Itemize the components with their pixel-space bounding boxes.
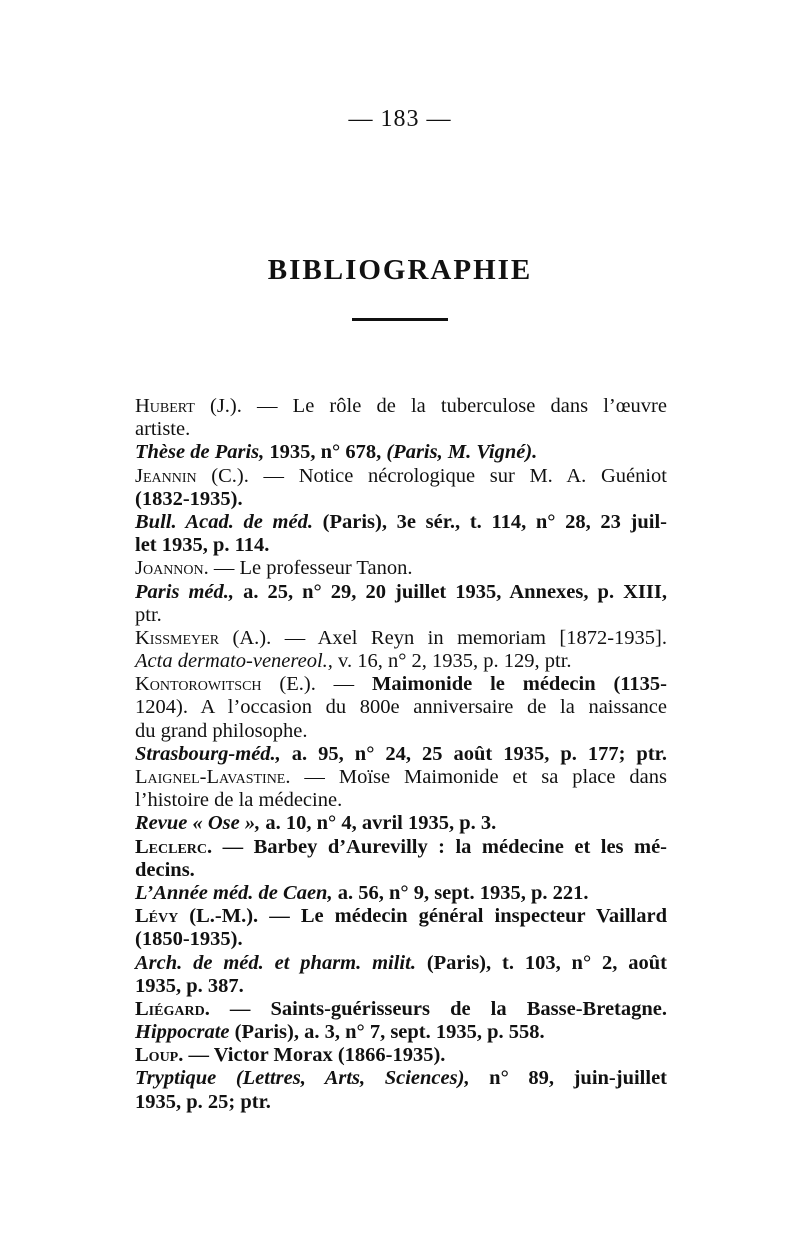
entry-title: Notice nécrologique sur M. A. Guéniot	[284, 464, 667, 487]
entry-line: 1935, p. 25; ptr.	[135, 1090, 271, 1113]
entry-line: 1935, p. 387.	[135, 974, 244, 997]
bibliography-entry	[135, 557, 667, 627]
bibliography-list	[135, 395, 667, 1114]
entry-author: Liégard	[135, 997, 205, 1020]
entry-author: Lévy	[135, 905, 179, 928]
entry-author: Jeannin	[135, 464, 197, 487]
entry-reference: a. 95, n° 24, 25 août 1935, p. 177; ptr.	[280, 742, 667, 765]
entry-initials: . —	[204, 997, 251, 1020]
entry-initials: . —	[203, 557, 235, 580]
entry-line: l’histoire de la médecine.	[135, 789, 343, 812]
entry-initials: (A.). —	[219, 626, 306, 649]
entry-journal: Revue « Ose »,	[135, 812, 261, 835]
entry-author: Kissmeyer	[135, 626, 220, 649]
entry-journal: Arch. de méd. et pharm. milit.	[135, 951, 416, 974]
page-title: BIBLIOGRAPHIE	[267, 254, 533, 286]
entry-journal: L’Année méd. de Caen,	[135, 881, 333, 904]
entry-journal: Thèse de Paris,	[135, 441, 265, 464]
bibliography-entry	[135, 998, 667, 1044]
entry-journal: Strasbourg-méd.,	[135, 742, 281, 765]
entry-journal: Hippocrate	[135, 1021, 230, 1044]
bibliography-entry	[135, 836, 667, 906]
entry-reference: (Paris), 3e sér., t. 114, n° 28, 23 juil-	[312, 510, 667, 533]
entry-author: Joannon	[135, 557, 204, 580]
entry-journal: Paris méd.,	[135, 580, 235, 603]
entry-reference: a. 10, n° 4, avril 1935, p. 3.	[260, 812, 497, 835]
entry-initials: (J.). —	[194, 395, 278, 417]
entry-line: (1850-1935).	[135, 928, 243, 951]
page-number: — 183 —	[348, 106, 452, 132]
entry-title: Moïse Maimonide et sa place dans	[324, 766, 667, 788]
entry-title: Barbey d’Aurevilly : la médecine et les mé-	[243, 835, 668, 858]
entry-line: ptr.	[135, 603, 162, 626]
bibliography-entry	[135, 1044, 667, 1114]
bibliography-entry	[135, 627, 667, 673]
entry-title: Saints-guérisseurs de la Basse-Bretagne.	[250, 997, 667, 1020]
entry-author: Laignel-Lavastine	[135, 766, 286, 788]
entry-reference: a. 56, n° 9, sept. 1935, p. 221.	[332, 881, 589, 904]
bibliography-entry	[135, 395, 667, 465]
bibliography-entry	[135, 465, 667, 558]
entry-reference: a. 25, n° 29, 20 juillet 1935, Annexes, p. XIII,	[234, 580, 667, 603]
entry-initials: . —	[207, 835, 244, 858]
entry-author: Kontorowitsch	[135, 673, 262, 696]
entry-title: Maimonide le médecin (1135-	[354, 673, 667, 696]
entry-reference: v. 16, n° 2, 1935, p. 129, ptr.	[332, 650, 572, 673]
title-rule	[352, 318, 448, 321]
entry-reference: 1935, n° 678,	[264, 441, 387, 464]
entry-line: 1204). A l’occasion du 800e anniversaire de la naissance	[135, 696, 667, 719]
bibliography-entry	[135, 905, 667, 998]
entry-title: Le professeur Tanon.	[234, 557, 413, 580]
entry-line: let 1935, p. 114.	[135, 534, 270, 557]
entry-title: Victor Morax (1866-1935).	[208, 1044, 446, 1067]
entry-initials: . —	[285, 766, 325, 788]
entry-line: decins.	[135, 858, 195, 881]
entry-journal: Bull. Acad. de méd.	[135, 510, 313, 533]
entry-title: Le médecin général inspecteur Vaillard	[289, 905, 667, 928]
entry-publisher: (Paris, M. Vigné).	[386, 441, 538, 464]
entry-line: (1832-1935).	[135, 487, 243, 510]
entry-author: Hubert	[135, 395, 195, 417]
entry-reference: n° 89, juin-juillet	[469, 1067, 667, 1090]
entry-line: du grand philosophe.	[135, 719, 308, 742]
entry-reference: (Paris), a. 3, n° 7, sept. 1935, p. 558.	[229, 1021, 545, 1044]
entry-journal: Acta dermato-venereol.,	[135, 650, 333, 673]
bibliography-entry	[135, 673, 667, 766]
entry-initials: (L.-M.). —	[178, 905, 290, 928]
entry-initials: . —	[178, 1044, 209, 1067]
entry-reference: (Paris), t. 103, n° 2, août	[415, 951, 667, 974]
entry-initials: (E.). —	[261, 673, 355, 696]
bibliography-entry	[135, 766, 667, 836]
entry-author: Leclerc	[135, 835, 208, 858]
entry-initials: (C.). —	[196, 464, 285, 487]
entry-journal: Tryptique (Lettres, Arts, Sciences),	[135, 1067, 470, 1090]
entry-title: Axel Reyn in memoriam [1872-1935].	[305, 626, 667, 649]
entry-author: Loup	[135, 1044, 179, 1067]
entry-title: Le rôle de la tuberculose dans l’œuvre	[277, 395, 667, 417]
entry-line: artiste.	[135, 418, 191, 441]
